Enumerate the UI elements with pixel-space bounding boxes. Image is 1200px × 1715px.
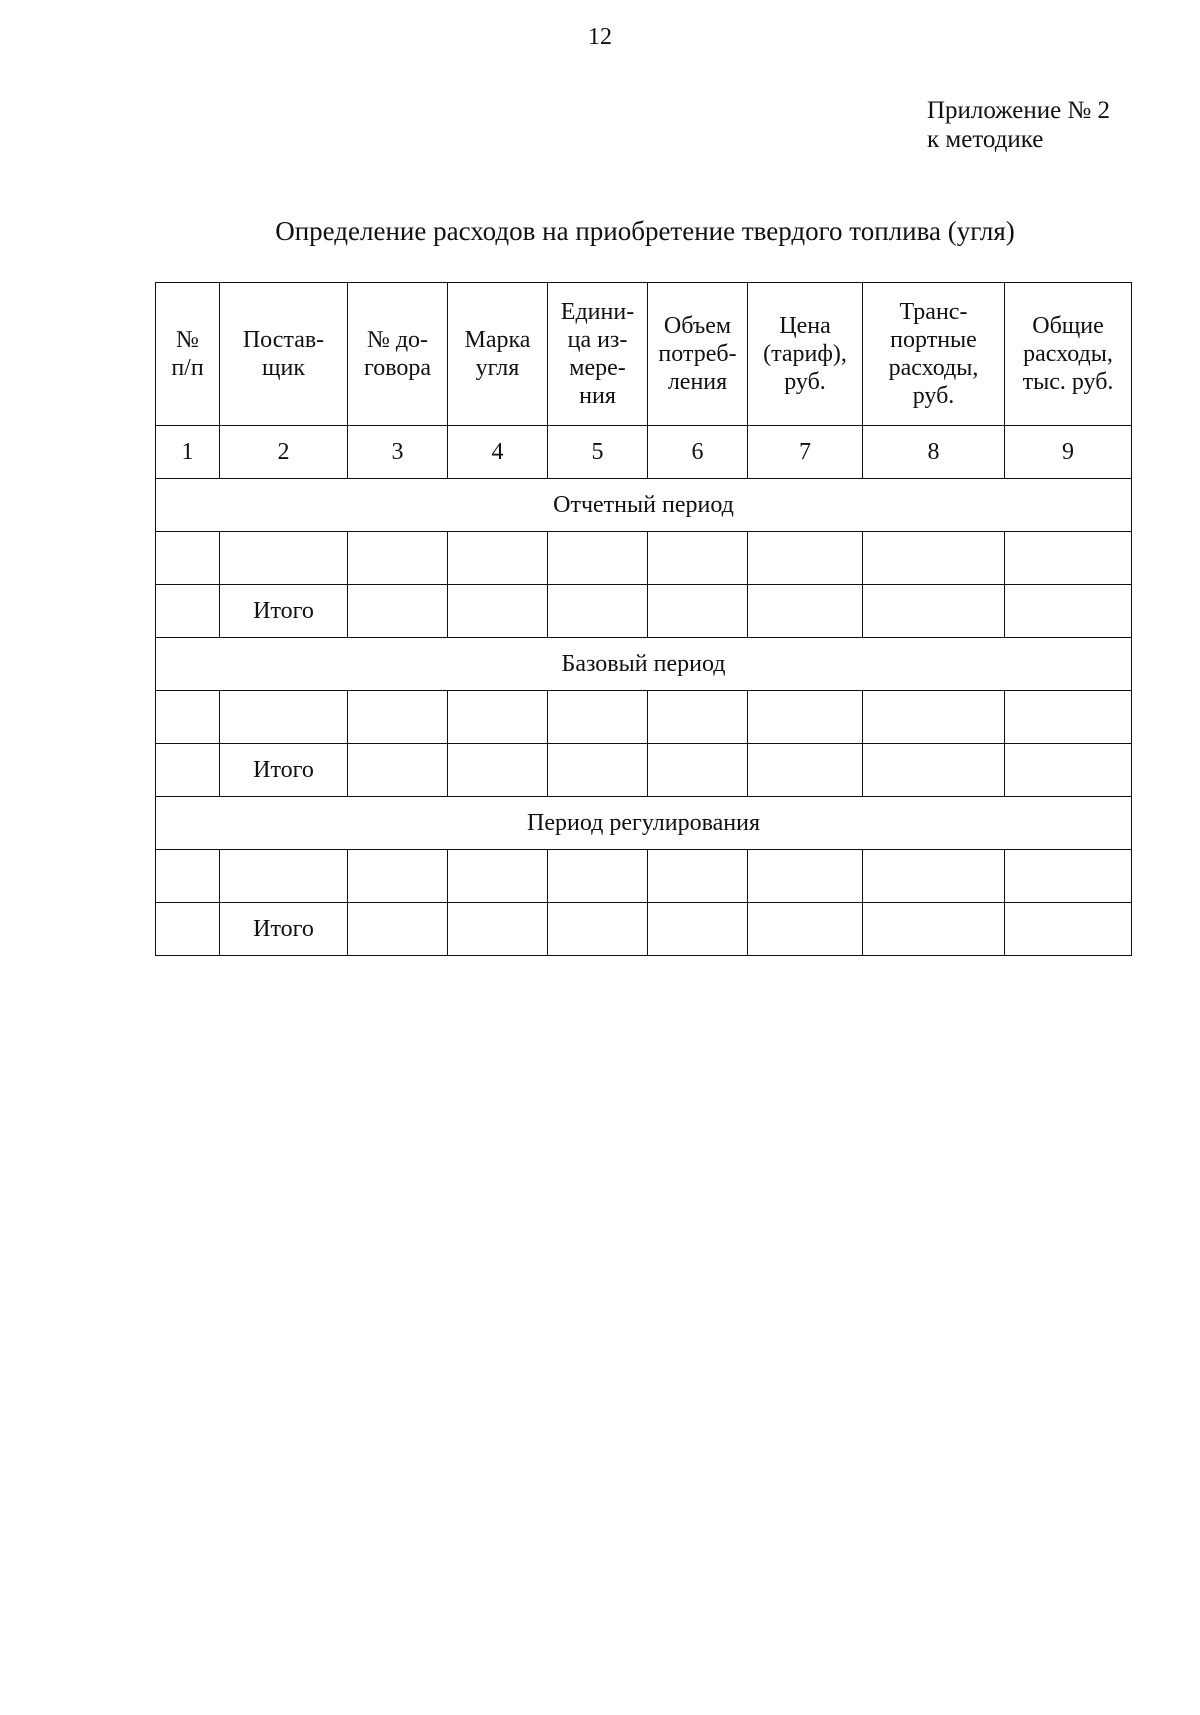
table-cell: [1005, 691, 1132, 744]
table-cell: [348, 850, 448, 903]
section-row-base-period: [156, 638, 1132, 691]
table-cell: [448, 903, 548, 956]
document-title: Определение расходов на приобретение твердого топлива (угля): [275, 216, 1015, 246]
table-cell: [220, 850, 348, 903]
section-label: Период регулирования: [156, 797, 1132, 850]
header-cell-transport: Транс- портные расходы, руб.: [863, 283, 1005, 426]
table-cell: [548, 744, 648, 797]
table-cell: [348, 585, 448, 638]
section-row-regulation-period: [156, 797, 1132, 850]
section-row-reporting-period: [156, 479, 1132, 532]
column-number-cell: 3: [348, 426, 448, 479]
table-cell: [156, 585, 220, 638]
table-cell: [448, 691, 548, 744]
total-label: Итого: [220, 744, 348, 797]
header-cell-coal-grade: Марка угля: [448, 283, 548, 426]
table-cell: [1005, 532, 1132, 585]
table-cell: [156, 744, 220, 797]
header-cell-unit: Едини- ца из- мере- ния: [548, 283, 648, 426]
table-cell: [748, 903, 863, 956]
column-number-cell: 5: [548, 426, 648, 479]
appendix-line-1: Приложение № 2: [927, 97, 1111, 124]
table-cell: [548, 850, 648, 903]
total-row: [156, 744, 1132, 797]
table-cell: [548, 532, 648, 585]
table-cell: [156, 850, 220, 903]
header-cell-volume: Объем потреб- ления: [648, 283, 748, 426]
column-number-cell: 7: [748, 426, 863, 479]
total-label: Итого: [220, 585, 348, 638]
table-cell: [448, 532, 548, 585]
table-cell: [863, 903, 1005, 956]
header-cell-price: Цена (тариф), руб.: [748, 283, 863, 426]
table-cell: [348, 744, 448, 797]
table-cell: [448, 850, 548, 903]
table-cell: [748, 691, 863, 744]
column-number-cell: 8: [863, 426, 1005, 479]
column-number-cell: 9: [1005, 426, 1132, 479]
table-cell: [863, 850, 1005, 903]
header-cell-supplier: Постав- щик: [220, 283, 348, 426]
table-cell: [648, 691, 748, 744]
table-cell: [748, 585, 863, 638]
section-label: Базовый период: [156, 638, 1132, 691]
total-row: [156, 903, 1132, 956]
table-row: [156, 850, 1132, 903]
table-cell: [156, 691, 220, 744]
table-cell: [748, 850, 863, 903]
table-cell: [648, 532, 748, 585]
table-cell: [448, 585, 548, 638]
table-cell: [1005, 744, 1132, 797]
table-cell: [863, 532, 1005, 585]
table-cell: [863, 691, 1005, 744]
table-cell: [348, 903, 448, 956]
table-cell: [1005, 850, 1132, 903]
table-cell: [648, 903, 748, 956]
appendix-line-2: к методике: [927, 126, 1044, 153]
table-cell: [548, 691, 648, 744]
table-cell: [648, 585, 748, 638]
section-label: Отчетный период: [156, 479, 1132, 532]
table-cell: [748, 532, 863, 585]
header-row: [156, 283, 1132, 426]
column-number-row: [156, 426, 1132, 479]
column-number-cell: 1: [156, 426, 220, 479]
total-label: Итого: [220, 903, 348, 956]
appendix-note: [927, 96, 1110, 154]
table-cell: [348, 691, 448, 744]
table-cell: [348, 532, 448, 585]
table-cell: [1005, 585, 1132, 638]
header-cell-total-cost: Общие расходы, тыс. руб.: [1005, 283, 1132, 426]
table-cell: [1005, 903, 1132, 956]
table-row: [156, 691, 1132, 744]
table-cell: [220, 691, 348, 744]
total-row: [156, 585, 1132, 638]
fuel-cost-table: [155, 282, 1132, 956]
header-cell-contract: № до- говора: [348, 283, 448, 426]
column-number-cell: 6: [648, 426, 748, 479]
table-cell: [748, 744, 863, 797]
column-number-cell: 4: [448, 426, 548, 479]
table-cell: [156, 903, 220, 956]
header-cell-number: № п/п: [156, 283, 220, 426]
table-cell: [448, 744, 548, 797]
table-row: [156, 532, 1132, 585]
table-cell: [220, 532, 348, 585]
table-cell: [863, 744, 1005, 797]
table-cell: [648, 744, 748, 797]
table-cell: [548, 903, 648, 956]
table-cell: [548, 585, 648, 638]
page-number: 12: [588, 24, 612, 50]
table-cell: [156, 532, 220, 585]
table-cell: [648, 850, 748, 903]
column-number-cell: 2: [220, 426, 348, 479]
table-cell: [863, 585, 1005, 638]
